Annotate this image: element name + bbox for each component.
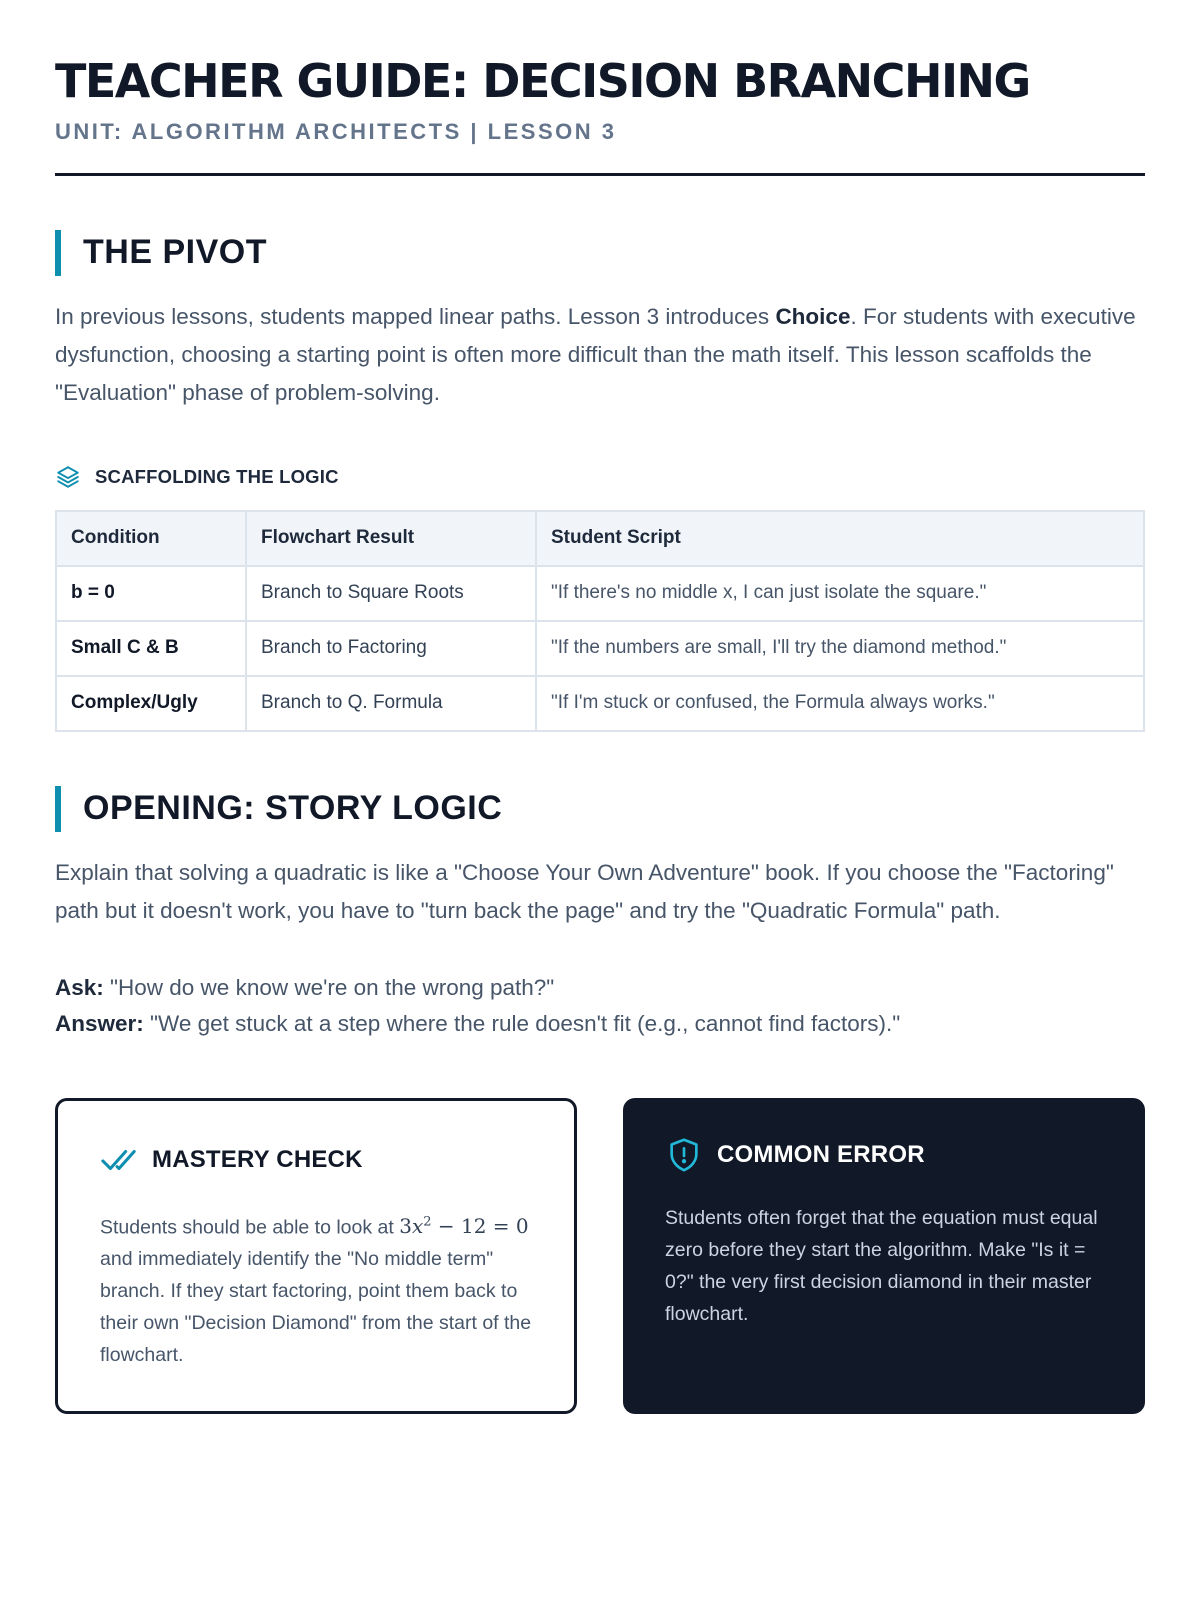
double-check-icon <box>100 1141 138 1179</box>
common-error-header <box>665 1136 1103 1174</box>
common-error-card <box>623 1098 1145 1414</box>
accent-bar <box>55 786 61 832</box>
common-error-title: COMMON ERROR <box>717 1140 925 1168</box>
result-cell: Branch to Square Roots <box>246 566 536 621</box>
result-cell: Branch to Factoring <box>246 621 536 676</box>
equation: $3x^2 - 12 = 0$ <box>399 1214 529 1239</box>
ask-line <box>55 970 1145 1006</box>
opening-heading-label: OPENING: STORY LOGIC <box>83 789 503 828</box>
answer-label: Answer: <box>55 1010 144 1036</box>
common-error-text: Students often forget that the equation must equal zero before they start the algorithm. Make "Is it = 0?" the very first decision diamond in their master flowchart. <box>665 1206 1098 1325</box>
logic-table <box>55 510 1145 732</box>
mastery-text-before: Students should be able to look at <box>100 1216 400 1239</box>
script-cell: "If the numbers are small, I'll try the diamond method." <box>536 621 1144 676</box>
mastery-check-header <box>100 1141 532 1179</box>
answer-text: "We get stuck at a step where the rule doesn't fit (e.g., cannot find factors)." <box>143 1010 901 1036</box>
accent-bar <box>55 230 61 276</box>
table-row <box>56 676 1144 731</box>
script-cell: "If there's no middle x, I can just isolate the square." <box>536 566 1144 621</box>
mastery-check-card <box>55 1098 577 1414</box>
pivot-heading-label: THE PIVOT <box>83 233 267 272</box>
callout-cards <box>55 1098 1145 1414</box>
table-row <box>56 621 1144 676</box>
ask-answer-block <box>55 970 1145 1042</box>
answer-line <box>55 1006 1145 1042</box>
column-header: Student Script <box>536 511 1144 566</box>
scaffolding-heading-label: SCAFFOLDING THE LOGIC <box>95 465 339 487</box>
pivot-paragraph <box>55 298 1145 412</box>
condition-cell: Complex/Ugly <box>56 676 246 731</box>
opening-heading <box>55 786 1145 832</box>
result-cell: Branch to Q. Formula <box>246 676 536 731</box>
page-subtitle: UNIT: ALGORITHM ARCHITECTS | LESSON 3 <box>55 118 617 144</box>
ask-text: "How do we know we're on the wrong path?" <box>103 974 555 1000</box>
mastery-check-text <box>100 1207 532 1372</box>
column-header: Condition <box>56 511 246 566</box>
ask-label: Ask: <box>55 974 104 1000</box>
pivot-text-bold: Choice <box>775 303 851 329</box>
script-cell: "If I'm stuck or confused, the Formula always works." <box>536 676 1144 731</box>
pivot-text-before: In previous lessons, students mapped linear paths. Lesson 3 introduces <box>55 303 776 329</box>
layers-icon <box>55 464 81 490</box>
page-title: TEACHER GUIDE: DECISION BRANCHING <box>55 54 1030 108</box>
table-header-row <box>56 511 1144 566</box>
opening-paragraph: Explain that solving a quadratic is like a "Choose Your Own Adventure" book. If you choose the "Factoring" path but it doesn't work, you have to "turn back the page" and try the "Quadratic Formula" path. <box>55 859 1114 923</box>
scaffolding-heading <box>55 464 1145 490</box>
column-header: Flowchart Result <box>246 511 536 566</box>
condition-cell: b = 0 <box>56 566 246 621</box>
header-divider <box>55 173 1145 176</box>
pivot-text-after: . For students with executive dysfunction, choosing a starting point is often more difficult than the math itself. This lesson scaffolds the "Evaluation" phase of problem-solving. <box>55 303 1136 405</box>
mastery-text-after: and immediately identify the "No middle term" branch. If they start factoring, point them back to their own "Decision Diamond" from the start of the flowchart. <box>100 1248 532 1367</box>
table-row <box>56 566 1144 621</box>
shield-alert-icon <box>665 1136 703 1174</box>
condition-cell: Small C & B <box>56 621 246 676</box>
mastery-check-title: MASTERY CHECK <box>152 1145 363 1173</box>
pivot-heading <box>55 230 1145 276</box>
